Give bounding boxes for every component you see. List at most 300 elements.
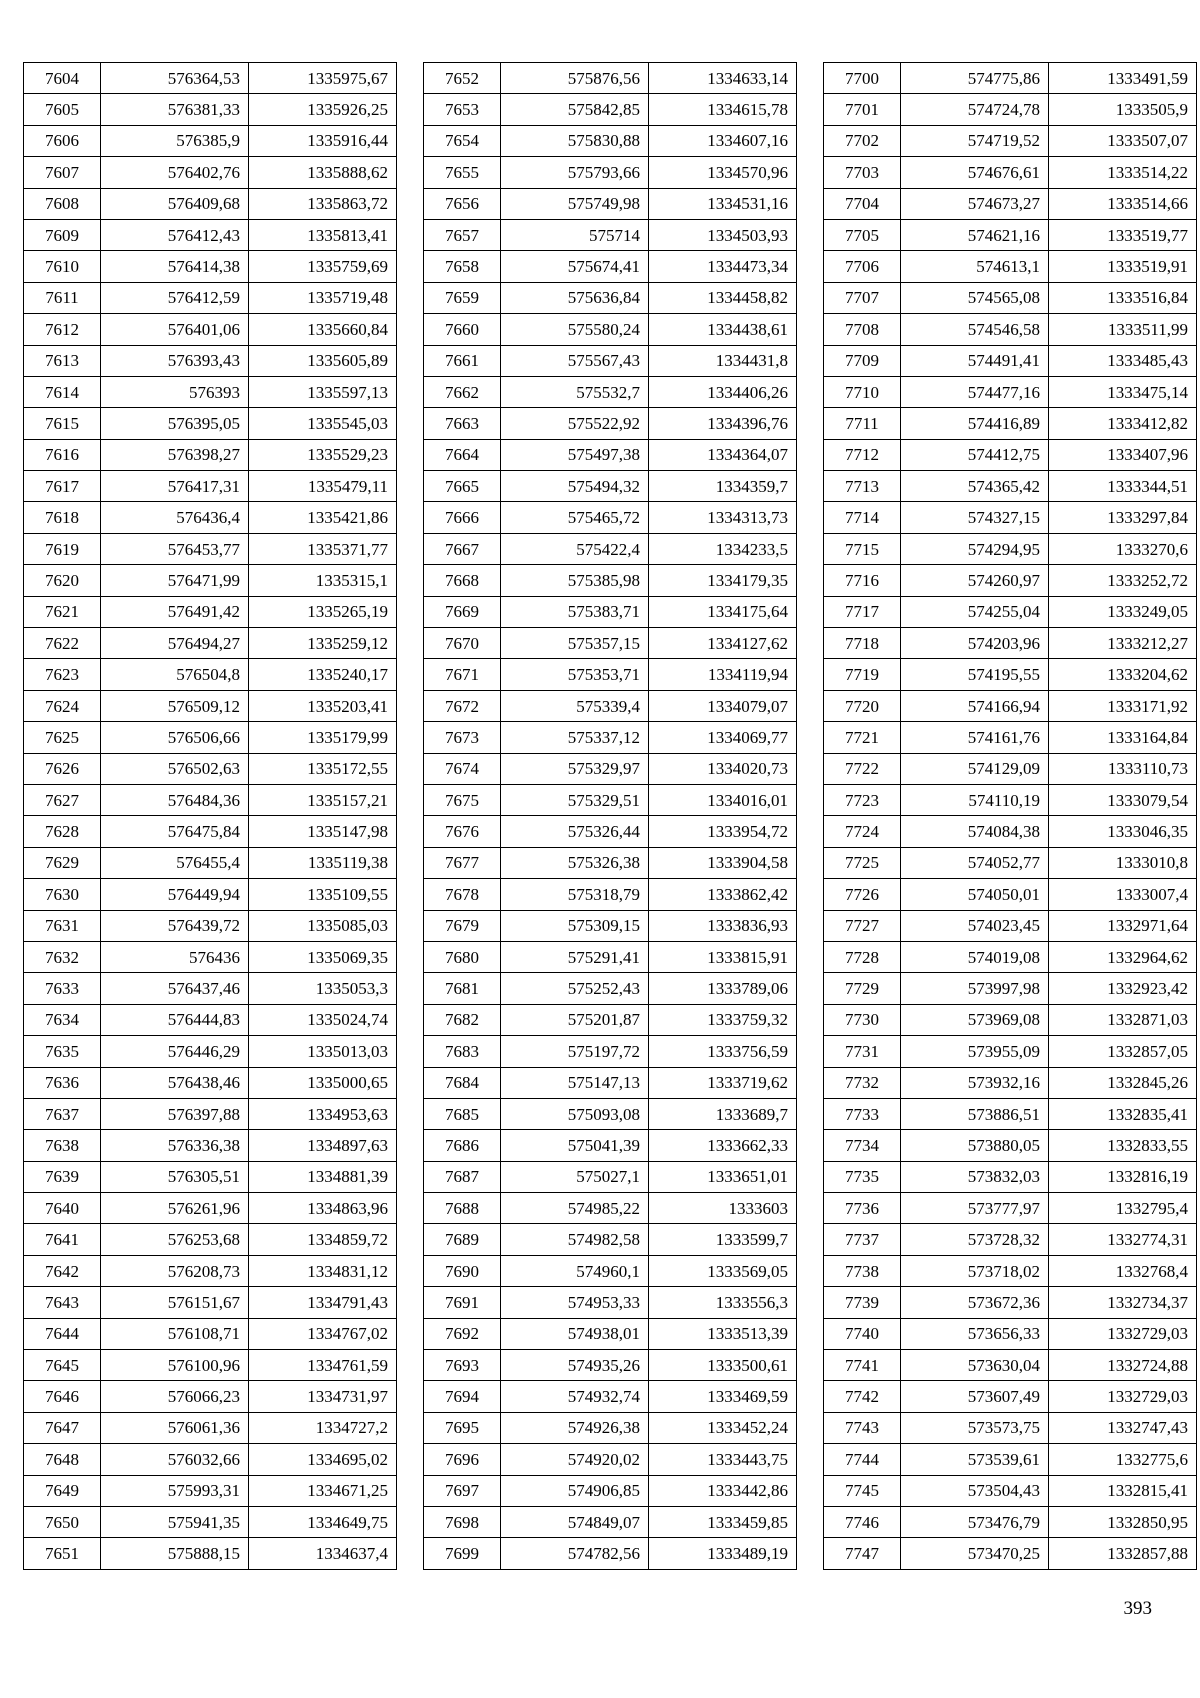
table-row: [24, 565, 397, 596]
point-number-cell: 7647: [24, 1412, 101, 1443]
x-coordinate-cell: 576502,63: [101, 753, 249, 784]
table-row: [24, 1475, 397, 1506]
table-row: [824, 376, 1197, 407]
x-coordinate-cell: 576453,77: [101, 533, 249, 564]
x-coordinate-cell: 575027,1: [501, 1161, 649, 1192]
y-coordinate-cell: 1332724,88: [1049, 1350, 1197, 1381]
table-row: [424, 941, 797, 972]
point-number-cell: 7733: [824, 1098, 901, 1129]
table-row: [424, 439, 797, 470]
y-coordinate-cell: 1333756,59: [649, 1036, 797, 1067]
x-coordinate-cell: 576484,36: [101, 784, 249, 815]
point-number-cell: 7693: [424, 1350, 501, 1381]
x-coordinate-cell: 576381,33: [101, 94, 249, 125]
x-coordinate-cell: 573607,49: [901, 1381, 1049, 1412]
point-number-cell: 7669: [424, 596, 501, 627]
x-coordinate-cell: 575876,56: [501, 63, 649, 94]
point-number-cell: 7722: [824, 753, 901, 784]
x-coordinate-cell: 576494,27: [101, 628, 249, 659]
table-row: [424, 502, 797, 533]
x-coordinate-cell: 575793,66: [501, 157, 649, 188]
x-coordinate-cell: 574932,74: [501, 1381, 649, 1412]
point-number-cell: 7683: [424, 1036, 501, 1067]
point-number-cell: 7656: [424, 188, 501, 219]
x-coordinate-cell: 573955,09: [901, 1036, 1049, 1067]
point-number-cell: 7705: [824, 219, 901, 250]
point-number-cell: 7615: [24, 408, 101, 439]
y-coordinate-cell: 1335179,99: [249, 722, 397, 753]
point-number-cell: 7658: [424, 251, 501, 282]
x-coordinate-cell: 574938,01: [501, 1318, 649, 1349]
x-coordinate-cell: 574719,52: [901, 125, 1049, 156]
y-coordinate-cell: 1335259,12: [249, 628, 397, 659]
x-coordinate-cell: 576385,9: [101, 125, 249, 156]
point-number-cell: 7709: [824, 345, 901, 376]
table-row: [824, 910, 1197, 941]
x-coordinate-cell: 574294,95: [901, 533, 1049, 564]
x-coordinate-cell: 575329,97: [501, 753, 649, 784]
point-number-cell: 7657: [424, 219, 501, 250]
x-coordinate-cell: 576409,68: [101, 188, 249, 219]
table-row: [24, 94, 397, 125]
table-row: [424, 251, 797, 282]
table-row: [24, 314, 397, 345]
y-coordinate-cell: 1333442,86: [649, 1475, 797, 1506]
point-number-cell: 7696: [424, 1444, 501, 1475]
table-row: [24, 1350, 397, 1381]
point-number-cell: 7677: [424, 847, 501, 878]
x-coordinate-cell: 576436,4: [101, 502, 249, 533]
table-row: [424, 1161, 797, 1192]
x-coordinate-cell: 575309,15: [501, 910, 649, 941]
y-coordinate-cell: 1334473,34: [649, 251, 797, 282]
x-coordinate-cell: 576393: [101, 376, 249, 407]
table-row: [824, 1444, 1197, 1475]
point-number-cell: 7628: [24, 816, 101, 847]
x-coordinate-cell: 574935,26: [501, 1350, 649, 1381]
x-coordinate-cell: 576438,46: [101, 1067, 249, 1098]
point-number-cell: 7673: [424, 722, 501, 753]
point-number-cell: 7726: [824, 879, 901, 910]
table-row: [24, 471, 397, 502]
table-row: [424, 879, 797, 910]
x-coordinate-cell: 576414,38: [101, 251, 249, 282]
y-coordinate-cell: 1333954,72: [649, 816, 797, 847]
point-number-cell: 7643: [24, 1287, 101, 1318]
y-coordinate-cell: 1333569,05: [649, 1255, 797, 1286]
coordinates-table-middle: [423, 62, 797, 1570]
point-number-cell: 7665: [424, 471, 501, 502]
table-row: [824, 1224, 1197, 1255]
point-number-cell: 7706: [824, 251, 901, 282]
y-coordinate-cell: 1332775,6: [1049, 1444, 1197, 1475]
x-coordinate-cell: 576475,84: [101, 816, 249, 847]
y-coordinate-cell: 1333204,62: [1049, 659, 1197, 690]
y-coordinate-cell: 1335240,17: [249, 659, 397, 690]
table-row: [824, 1381, 1197, 1412]
table-row: [824, 722, 1197, 753]
y-coordinate-cell: 1334731,97: [249, 1381, 397, 1412]
point-number-cell: 7741: [824, 1350, 901, 1381]
table-row: [24, 63, 397, 94]
y-coordinate-cell: 1333789,06: [649, 973, 797, 1004]
x-coordinate-cell: 576398,27: [101, 439, 249, 470]
point-number-cell: 7734: [824, 1130, 901, 1161]
table-row: [424, 157, 797, 188]
x-coordinate-cell: 575357,15: [501, 628, 649, 659]
x-coordinate-cell: 576436: [101, 941, 249, 972]
x-coordinate-cell: 575636,84: [501, 282, 649, 313]
x-coordinate-cell: 574926,38: [501, 1412, 649, 1443]
table-row: [424, 314, 797, 345]
y-coordinate-cell: 1334438,61: [649, 314, 797, 345]
point-number-cell: 7707: [824, 282, 901, 313]
x-coordinate-cell: 574613,1: [901, 251, 1049, 282]
y-coordinate-cell: 1332729,03: [1049, 1318, 1197, 1349]
y-coordinate-cell: 1332871,03: [1049, 1004, 1197, 1035]
y-coordinate-cell: 1333516,84: [1049, 282, 1197, 313]
y-coordinate-cell: 1334671,25: [249, 1475, 397, 1506]
point-number-cell: 7680: [424, 941, 501, 972]
table-row: [24, 1412, 397, 1443]
table-row: [424, 596, 797, 627]
y-coordinate-cell: 1335719,48: [249, 282, 397, 313]
table-row: [824, 1004, 1197, 1035]
point-number-cell: 7714: [824, 502, 901, 533]
table-row: [424, 94, 797, 125]
x-coordinate-cell: 576397,88: [101, 1098, 249, 1129]
point-number-cell: 7617: [24, 471, 101, 502]
point-number-cell: 7723: [824, 784, 901, 815]
x-coordinate-cell: 574195,55: [901, 659, 1049, 690]
table-row: [424, 188, 797, 219]
point-number-cell: 7737: [824, 1224, 901, 1255]
point-number-cell: 7625: [24, 722, 101, 753]
y-coordinate-cell: 1333164,84: [1049, 722, 1197, 753]
y-coordinate-cell: 1335421,86: [249, 502, 397, 533]
table-row: [24, 1036, 397, 1067]
y-coordinate-cell: 1333662,33: [649, 1130, 797, 1161]
point-number-cell: 7604: [24, 63, 101, 94]
x-coordinate-cell: 575465,72: [501, 502, 649, 533]
y-coordinate-cell: 1333485,43: [1049, 345, 1197, 376]
point-number-cell: 7608: [24, 188, 101, 219]
point-number-cell: 7660: [424, 314, 501, 345]
point-number-cell: 7721: [824, 722, 901, 753]
x-coordinate-cell: 574416,89: [901, 408, 1049, 439]
table-row: [424, 690, 797, 721]
table-row: [824, 314, 1197, 345]
point-number-cell: 7610: [24, 251, 101, 282]
point-number-cell: 7710: [824, 376, 901, 407]
table-row: [824, 628, 1197, 659]
table-row: [824, 1067, 1197, 1098]
y-coordinate-cell: 1332845,26: [1049, 1067, 1197, 1098]
x-coordinate-cell: 576506,66: [101, 722, 249, 753]
y-coordinate-cell: 1334615,78: [649, 94, 797, 125]
x-coordinate-cell: 575041,39: [501, 1130, 649, 1161]
table-row: [24, 659, 397, 690]
point-number-cell: 7639: [24, 1161, 101, 1192]
x-coordinate-cell: 575830,88: [501, 125, 649, 156]
x-coordinate-cell: 576208,73: [101, 1255, 249, 1286]
x-coordinate-cell: 576437,46: [101, 973, 249, 1004]
x-coordinate-cell: 573573,75: [901, 1412, 1049, 1443]
x-coordinate-cell: 574412,75: [901, 439, 1049, 470]
point-number-cell: 7701: [824, 94, 901, 125]
point-number-cell: 7634: [24, 1004, 101, 1035]
point-number-cell: 7661: [424, 345, 501, 376]
y-coordinate-cell: 1334179,35: [649, 565, 797, 596]
point-number-cell: 7618: [24, 502, 101, 533]
table-row: [24, 816, 397, 847]
y-coordinate-cell: 1334079,07: [649, 690, 797, 721]
point-number-cell: 7646: [24, 1381, 101, 1412]
y-coordinate-cell: 1333407,96: [1049, 439, 1197, 470]
table-row: [824, 1255, 1197, 1286]
x-coordinate-cell: 573832,03: [901, 1161, 1049, 1192]
table-row: [824, 345, 1197, 376]
point-number-cell: 7653: [424, 94, 501, 125]
y-coordinate-cell: 1334127,62: [649, 628, 797, 659]
y-coordinate-cell: 1333491,59: [1049, 63, 1197, 94]
table-row: [424, 1098, 797, 1129]
table-row: [424, 282, 797, 313]
y-coordinate-cell: 1334649,75: [249, 1506, 397, 1537]
point-number-cell: 7729: [824, 973, 901, 1004]
table-row: [824, 973, 1197, 1004]
x-coordinate-cell: 573470,25: [901, 1538, 1049, 1569]
x-coordinate-cell: 576444,83: [101, 1004, 249, 1035]
y-coordinate-cell: 1333603: [649, 1193, 797, 1224]
y-coordinate-cell: 1333252,72: [1049, 565, 1197, 596]
x-coordinate-cell: 574052,77: [901, 847, 1049, 878]
table-row: [424, 1318, 797, 1349]
table-row: [424, 973, 797, 1004]
table-row: [424, 910, 797, 941]
x-coordinate-cell: 573718,02: [901, 1255, 1049, 1286]
point-number-cell: 7708: [824, 314, 901, 345]
point-number-cell: 7676: [424, 816, 501, 847]
x-coordinate-cell: 576439,72: [101, 910, 249, 941]
y-coordinate-cell: 1333412,82: [1049, 408, 1197, 439]
y-coordinate-cell: 1335203,41: [249, 690, 397, 721]
x-coordinate-cell: 575749,98: [501, 188, 649, 219]
y-coordinate-cell: 1333489,19: [649, 1538, 797, 1569]
table-row: [424, 1067, 797, 1098]
table-row: [824, 125, 1197, 156]
x-coordinate-cell: 574960,1: [501, 1255, 649, 1286]
y-coordinate-cell: 1334607,16: [649, 125, 797, 156]
table-row: [24, 941, 397, 972]
y-coordinate-cell: 1332729,03: [1049, 1381, 1197, 1412]
point-number-cell: 7671: [424, 659, 501, 690]
y-coordinate-cell: 1335013,03: [249, 1036, 397, 1067]
y-coordinate-cell: 1332774,31: [1049, 1224, 1197, 1255]
point-number-cell: 7609: [24, 219, 101, 250]
x-coordinate-cell: 575353,71: [501, 659, 649, 690]
point-number-cell: 7623: [24, 659, 101, 690]
point-number-cell: 7702: [824, 125, 901, 156]
point-number-cell: 7728: [824, 941, 901, 972]
x-coordinate-cell: 573539,61: [901, 1444, 1049, 1475]
point-number-cell: 7727: [824, 910, 901, 941]
y-coordinate-cell: 1335265,19: [249, 596, 397, 627]
x-coordinate-cell: 574203,96: [901, 628, 1049, 659]
y-coordinate-cell: 1333862,42: [649, 879, 797, 910]
y-coordinate-cell: 1332747,43: [1049, 1412, 1197, 1443]
table-row: [24, 251, 397, 282]
point-number-cell: 7736: [824, 1193, 901, 1224]
y-coordinate-cell: 1334119,94: [649, 659, 797, 690]
point-number-cell: 7679: [424, 910, 501, 941]
point-number-cell: 7694: [424, 1381, 501, 1412]
table-row: [424, 1475, 797, 1506]
y-coordinate-cell: 1334458,82: [649, 282, 797, 313]
table-row: [24, 910, 397, 941]
y-coordinate-cell: 1333212,27: [1049, 628, 1197, 659]
x-coordinate-cell: 576412,59: [101, 282, 249, 313]
table-row: [24, 1161, 397, 1192]
y-coordinate-cell: 1332964,62: [1049, 941, 1197, 972]
y-coordinate-cell: 1333514,22: [1049, 157, 1197, 188]
point-number-cell: 7731: [824, 1036, 901, 1067]
x-coordinate-cell: 576509,12: [101, 690, 249, 721]
x-coordinate-cell: 576446,29: [101, 1036, 249, 1067]
y-coordinate-cell: 1333475,14: [1049, 376, 1197, 407]
table-row: [24, 125, 397, 156]
y-coordinate-cell: 1333344,51: [1049, 471, 1197, 502]
x-coordinate-cell: 575580,24: [501, 314, 649, 345]
y-coordinate-cell: 1335545,03: [249, 408, 397, 439]
x-coordinate-cell: 574982,58: [501, 1224, 649, 1255]
y-coordinate-cell: 1333759,32: [649, 1004, 797, 1035]
table-row: [424, 847, 797, 878]
x-coordinate-cell: 576364,53: [101, 63, 249, 94]
point-number-cell: 7675: [424, 784, 501, 815]
point-number-cell: 7650: [24, 1506, 101, 1537]
point-number-cell: 7688: [424, 1193, 501, 1224]
table-row: [24, 345, 397, 376]
point-number-cell: 7698: [424, 1506, 501, 1537]
point-number-cell: 7620: [24, 565, 101, 596]
table-row: [824, 879, 1197, 910]
y-coordinate-cell: 1335024,74: [249, 1004, 397, 1035]
y-coordinate-cell: 1333904,58: [649, 847, 797, 878]
y-coordinate-cell: 1332850,95: [1049, 1506, 1197, 1537]
x-coordinate-cell: 575201,87: [501, 1004, 649, 1035]
y-coordinate-cell: 1334633,14: [649, 63, 797, 94]
point-number-cell: 7640: [24, 1193, 101, 1224]
point-number-cell: 7685: [424, 1098, 501, 1129]
y-coordinate-cell: 1335069,35: [249, 941, 397, 972]
table-row: [24, 1381, 397, 1412]
y-coordinate-cell: 1335109,55: [249, 879, 397, 910]
x-coordinate-cell: 573656,33: [901, 1318, 1049, 1349]
table-row: [24, 1287, 397, 1318]
table-row: [824, 1193, 1197, 1224]
y-coordinate-cell: 1334897,63: [249, 1130, 397, 1161]
y-coordinate-cell: 1333689,7: [649, 1098, 797, 1129]
table-row: [824, 1506, 1197, 1537]
point-number-cell: 7695: [424, 1412, 501, 1443]
x-coordinate-cell: 574023,45: [901, 910, 1049, 941]
table-row: [24, 722, 397, 753]
x-coordinate-cell: 575522,92: [501, 408, 649, 439]
y-coordinate-cell: 1333505,9: [1049, 94, 1197, 125]
y-coordinate-cell: 1334791,43: [249, 1287, 397, 1318]
y-coordinate-cell: 1332857,88: [1049, 1538, 1197, 1569]
y-coordinate-cell: 1335813,41: [249, 219, 397, 250]
x-coordinate-cell: 575532,7: [501, 376, 649, 407]
y-coordinate-cell: 1335000,65: [249, 1067, 397, 1098]
table-row: [824, 408, 1197, 439]
table-row: [24, 973, 397, 1004]
table-row: [24, 219, 397, 250]
y-coordinate-cell: 1332815,41: [1049, 1475, 1197, 1506]
y-coordinate-cell: 1332857,05: [1049, 1036, 1197, 1067]
x-coordinate-cell: 573630,04: [901, 1350, 1049, 1381]
x-coordinate-cell: 575093,08: [501, 1098, 649, 1129]
point-number-cell: 7619: [24, 533, 101, 564]
table-row: [824, 847, 1197, 878]
y-coordinate-cell: 1333815,91: [649, 941, 797, 972]
table-row: [424, 628, 797, 659]
point-number-cell: 7712: [824, 439, 901, 470]
table-row: [24, 784, 397, 815]
table-row: [824, 219, 1197, 250]
point-number-cell: 7607: [24, 157, 101, 188]
y-coordinate-cell: 1332816,19: [1049, 1161, 1197, 1192]
x-coordinate-cell: 575941,35: [101, 1506, 249, 1537]
point-number-cell: 7682: [424, 1004, 501, 1035]
y-coordinate-cell: 1334727,2: [249, 1412, 397, 1443]
y-coordinate-cell: 1335926,25: [249, 94, 397, 125]
x-coordinate-cell: 574673,27: [901, 188, 1049, 219]
table-row: [24, 1506, 397, 1537]
table-row: [424, 753, 797, 784]
y-coordinate-cell: 1333500,61: [649, 1350, 797, 1381]
x-coordinate-cell: 573880,05: [901, 1130, 1049, 1161]
x-coordinate-cell: 576108,71: [101, 1318, 249, 1349]
y-coordinate-cell: 1334503,93: [649, 219, 797, 250]
point-number-cell: 7668: [424, 565, 501, 596]
y-coordinate-cell: 1333507,07: [1049, 125, 1197, 156]
table-row: [424, 471, 797, 502]
table-row: [424, 1412, 797, 1443]
point-number-cell: 7704: [824, 188, 901, 219]
table-row: [824, 1350, 1197, 1381]
x-coordinate-cell: 576401,06: [101, 314, 249, 345]
y-coordinate-cell: 1332971,64: [1049, 910, 1197, 941]
table-row: [824, 1130, 1197, 1161]
y-coordinate-cell: 1333249,05: [1049, 596, 1197, 627]
table-row: [24, 628, 397, 659]
table-row: [424, 1130, 797, 1161]
table-row: [824, 1538, 1197, 1569]
y-coordinate-cell: 1335085,03: [249, 910, 397, 941]
x-coordinate-cell: 574953,33: [501, 1287, 649, 1318]
x-coordinate-cell: 575567,43: [501, 345, 649, 376]
point-number-cell: 7642: [24, 1255, 101, 1286]
y-coordinate-cell: 1335119,38: [249, 847, 397, 878]
table-row: [24, 1193, 397, 1224]
x-coordinate-cell: 573777,97: [901, 1193, 1049, 1224]
table-row: [824, 596, 1197, 627]
x-coordinate-cell: 575197,72: [501, 1036, 649, 1067]
x-coordinate-cell: 573886,51: [901, 1098, 1049, 1129]
x-coordinate-cell: 576253,68: [101, 1224, 249, 1255]
